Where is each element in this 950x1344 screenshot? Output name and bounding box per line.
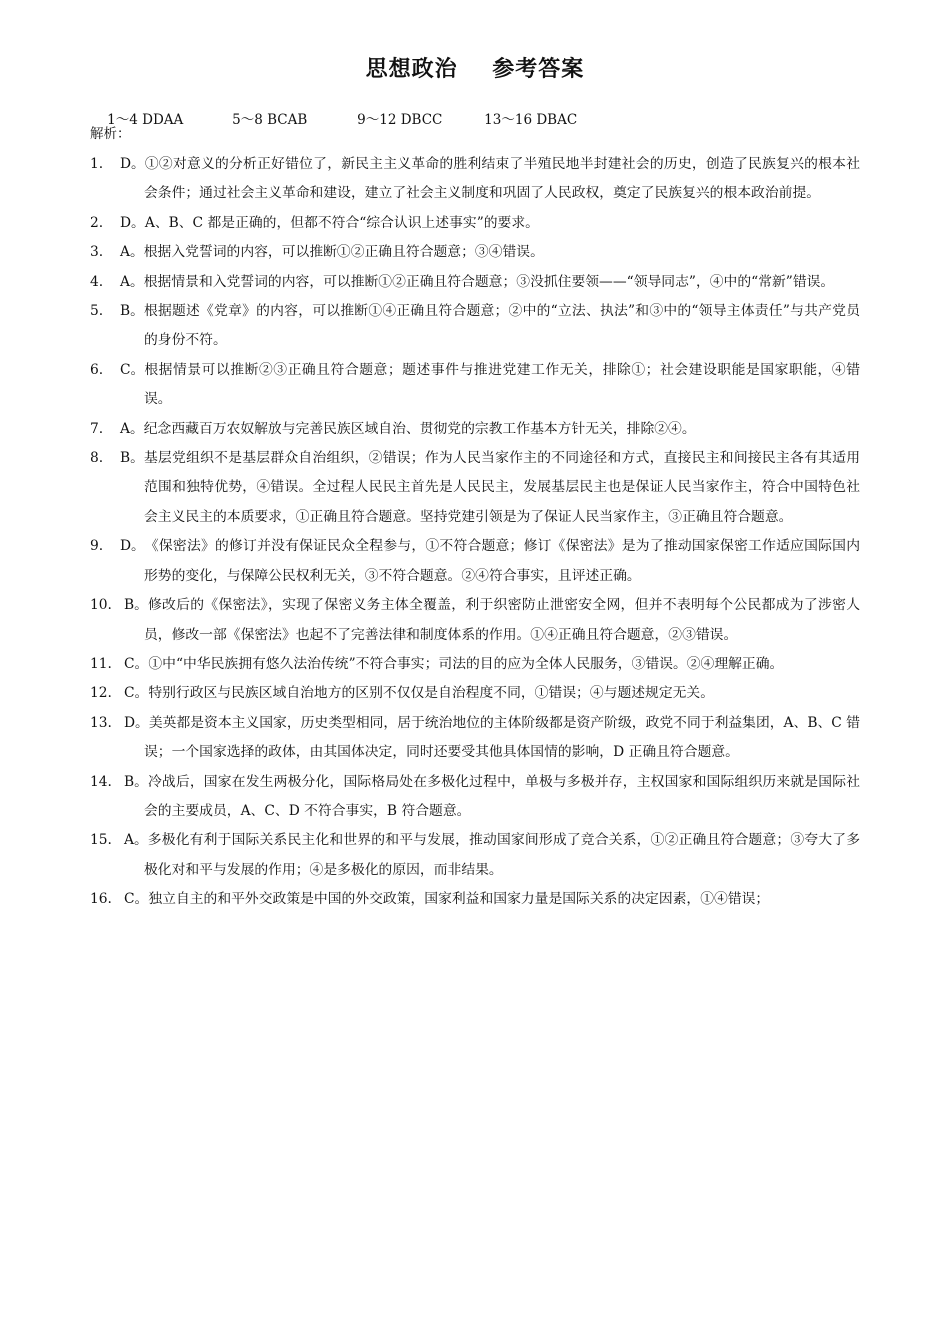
item-number: 10. xyxy=(90,597,112,614)
item-number: 5. xyxy=(90,303,104,320)
item-explanation: 《保密法》的修订并没有保证民众全程参与，①不符合题意；修订《保密法》是为了推动国家保密工作适应国际国内形势的变化，与保障公民权利无关，③不符合题意。②④符合事实，且评述正确。 xyxy=(144,538,860,584)
item-explanation: 修改后的《保密法》，实现了保密义务主体全覆盖，利于织密防止泄密安全网，但并不表明每个公民都成为了涉密人员，修改一部《保密法》也起不了完善法律和制度体系的作用。①④正确且符合题意，②③错误。 xyxy=(144,597,860,643)
answer-key-group: 1～4 DDAA xyxy=(107,112,184,128)
page-title: 思想政治 参考答案 xyxy=(365,57,585,82)
item-answer: D。 xyxy=(120,156,145,172)
item-answer: A。 xyxy=(120,420,144,437)
explanation-item xyxy=(90,415,860,444)
item-explanation: 纪念西藏百万农奴解放与完善民族区域自治、贯彻党的宗教工作基本方针无关，排除②④。 xyxy=(143,420,696,437)
explanation-item xyxy=(90,679,860,708)
item-answer: A。 xyxy=(120,244,144,261)
item-answer: B。 xyxy=(124,597,148,614)
item-answer: C。 xyxy=(124,655,149,672)
explanation-item xyxy=(90,297,860,356)
explanation-item xyxy=(90,885,860,914)
item-number: 9. xyxy=(90,538,104,555)
explanation-item xyxy=(90,268,860,297)
item-number: 12. xyxy=(90,685,112,702)
explanation-list xyxy=(90,150,860,915)
explanation-item xyxy=(90,532,860,591)
item-explanation: ①中“中华民族拥有悠久法治传统”不符合事实；司法的目的应为全体人民服务，③错误。②④理解正确。 xyxy=(148,655,784,672)
item-number: 11. xyxy=(90,655,112,672)
item-answer: C。 xyxy=(124,685,149,702)
item-explanation: 特别行政区与民族区域自治地方的区别不仅仅是自治程度不同，①错误；④与题述规定无关。 xyxy=(148,685,715,702)
item-number: 13. xyxy=(90,714,112,731)
explanation-item xyxy=(90,768,860,827)
item-answer: D。 xyxy=(120,538,145,555)
explanation-item xyxy=(90,444,860,532)
item-answer: D。 xyxy=(124,714,149,731)
item-explanation: 多极化有利于国际关系民主化和世界的和平与发展，推动国家间形成了竞合关系，①②正确且符合题意；③夸大了多极化对和平与发展的作用；④是多极化的原因，而非结果。 xyxy=(144,832,860,878)
item-number: 8. xyxy=(90,450,104,467)
item-explanation: ①②对意义的分析正好错位了，新民主主义革命的胜利结束了半殖民地半封建社会的历史，创造了民族复兴的根本社会条件；通过社会主义革命和建设，建立了社会主义制度和巩固了人民政权，奠定了民族复兴的根本政治前提。 xyxy=(144,156,860,202)
item-answer: B。 xyxy=(120,303,144,320)
item-answer: A。 xyxy=(124,832,148,849)
item-number: 3. xyxy=(90,244,104,261)
answer-key-group: 9～12 DBCC xyxy=(357,112,443,128)
item-answer: C。 xyxy=(124,891,149,908)
item-answer: D。 xyxy=(120,214,145,231)
item-number: 2. xyxy=(90,214,104,231)
item-answer: B。 xyxy=(124,773,148,790)
item-number: 4. xyxy=(90,273,104,290)
explanation-item xyxy=(90,709,860,768)
item-explanation: 根据入党誓词的内容，可以推断①②正确且符合题意；③④错误。 xyxy=(143,244,544,261)
item-answer: C。 xyxy=(120,361,145,378)
analysis-label: 解析： xyxy=(90,126,131,142)
explanation-item xyxy=(90,238,860,267)
explanation-item xyxy=(90,209,860,238)
item-answer: B。 xyxy=(120,450,144,467)
item-number: 1. xyxy=(90,156,104,172)
item-answer: A。 xyxy=(120,273,144,290)
item-explanation: 根据情景和入党誓词的内容，可以推断①②正确且符合题意；③没抓住要领——“领导同志”，④中的“常新”错误。 xyxy=(143,273,835,290)
item-number: 6. xyxy=(90,361,104,378)
explanation-item xyxy=(90,150,860,209)
answer-key-group: 13～16 DBAC xyxy=(484,112,578,128)
item-explanation: 基层党组织不是基层群众自治组织，②错误；作为人民当家作主的不同途径和方式，直接民主和间接民主各有其适用范围和独特优势，④错误。全过程人民民主首先是人民民主，发展基层民主也是保证人民当家作主，符合中国特色社会主义民主的本质要求，①正确且符合题意。坚持党建引领是为了保证人民当家作主，③正确且符合题意。 xyxy=(143,450,860,525)
item-number: 15. xyxy=(90,832,112,849)
item-number: 16. xyxy=(90,891,112,908)
item-number: 14. xyxy=(90,773,112,790)
explanation-item xyxy=(90,650,860,679)
item-explanation: A、B、C 都是正确的，但都不符合“综合认识上述事实”的要求。 xyxy=(144,214,539,231)
explanation-item xyxy=(90,591,860,650)
explanation-item xyxy=(90,356,860,415)
item-explanation: 根据情景可以推断②③正确且符合题意；题述事件与推进党建工作无关，排除①；社会建设职能是国家职能，④错误。 xyxy=(144,361,860,408)
answer-key-group: 5～8 BCAB xyxy=(232,112,308,128)
item-explanation: 美英都是资本主义国家，历史类型相同，居于统治地位的主体阶级都是资产阶级，政党不同于利益集团，A、B、C 错误；一个国家选择的政体，由其国体决定，同时还要受其他具体国情的影响，D 正确且符合题意。 xyxy=(144,714,860,761)
item-explanation: 冷战后，国家在发生两极分化，国际格局处在多极化过程中，单极与多极并存，主权国家和国际组织历来就是国际社会的主要成员，A、C、D 不符合事实，B 符合题意。 xyxy=(144,773,860,819)
item-explanation: 根据题述《党章》的内容，可以推断①④正确且符合题意；②中的“立法、执法”和③中的“领导主体责任”与共产党员的身份不符。 xyxy=(143,303,860,349)
item-explanation: 独立自主的和平外交政策是中国的外交政策，国家利益和国家力量是国际关系的决定因素，①④错误； xyxy=(148,891,770,908)
answer-key-line xyxy=(90,92,577,144)
item-number: 7. xyxy=(90,420,104,437)
explanation-item xyxy=(90,826,860,885)
